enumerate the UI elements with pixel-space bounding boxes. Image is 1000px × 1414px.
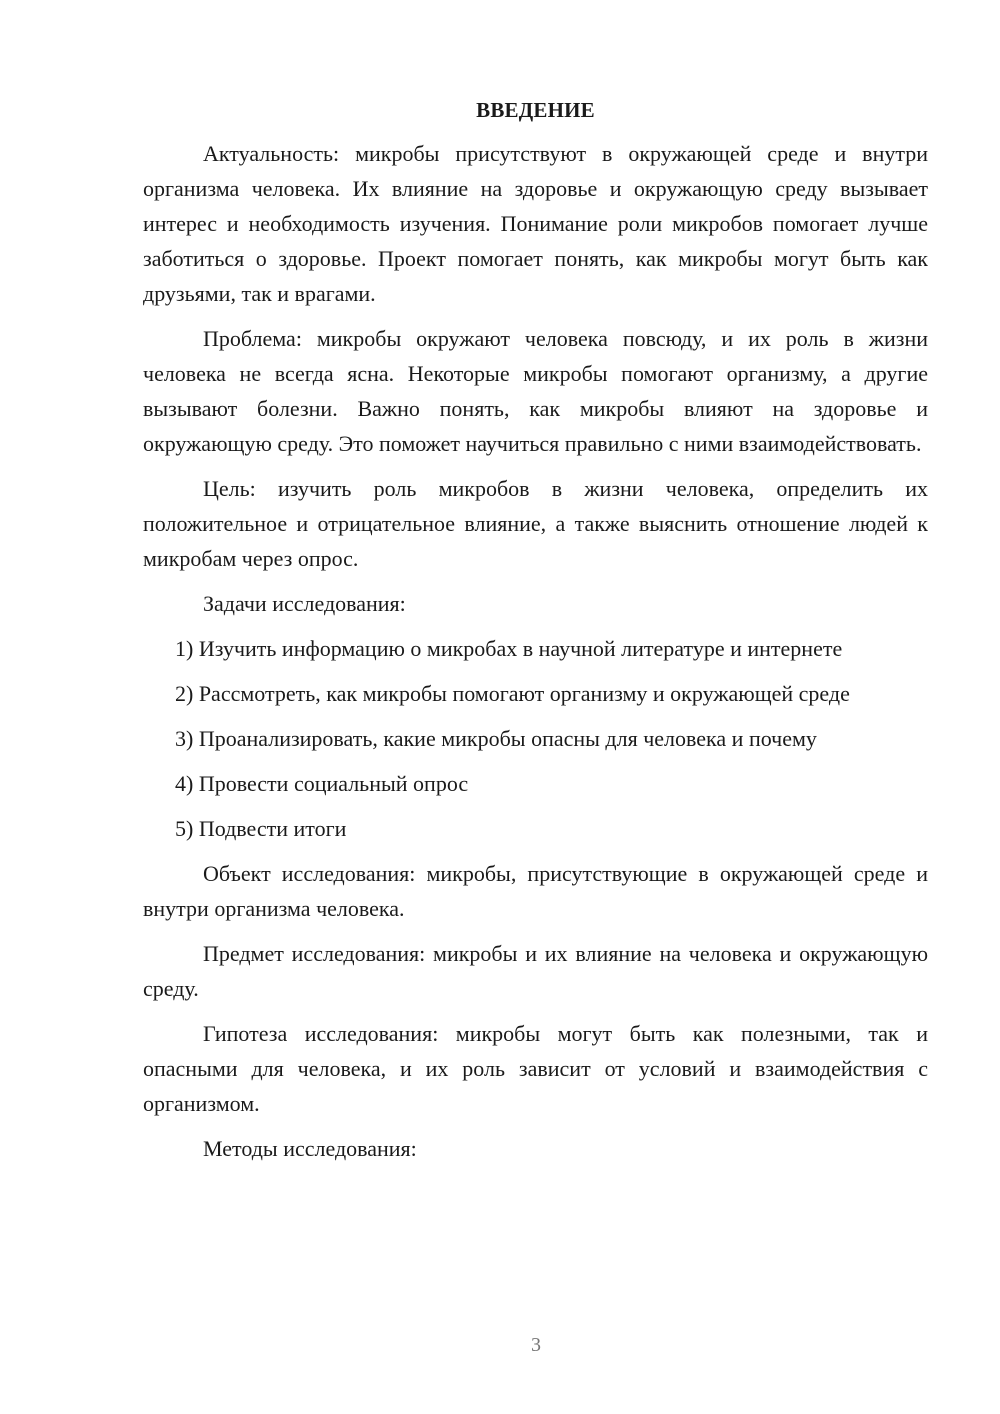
problem-paragraph: Проблема: микробы окружают человека повсюду, и их роль в жизни человека не всегда ясна. Некоторые микробы помогают организму, а другие вызывают болезни. Важно понять, как микробы влияют на здоровье и окружающую среду. Это поможет научиться правильно с ними взаимодействовать.	[143, 326, 928, 456]
section-title: ВВЕДЕНИЕ	[476, 98, 595, 122]
goal-paragraph: Цель: изучить роль микробов в жизни человека, определить их положительное и отрицательное влияние, а также выяснить отношение людей к микробам через опрос.	[143, 476, 928, 571]
document-page	[143, 96, 928, 1166]
task-item-5: 5) Подвести итоги	[175, 816, 347, 841]
task-item-3: 3) Проанализировать, какие микробы опасны для человека и почему	[175, 726, 817, 751]
subject-paragraph: Предмет исследования: микробы и их влияние на человека и окружающую среду.	[143, 941, 928, 1001]
task-item-2: 2) Рассмотреть, как микробы помогают организму и окружающей среде	[175, 681, 850, 706]
tasks-heading: Задачи исследования:	[203, 591, 406, 616]
task-item-4: 4) Провести социальный опрос	[175, 771, 469, 796]
methods-heading: Методы исследования:	[203, 1136, 417, 1161]
hypothesis-paragraph: Гипотеза исследования: микробы могут быть как полезными, так и опасными для человека, и их роль зависит от условий и взаимодействия с организмом.	[143, 1021, 928, 1116]
page-number: 3	[531, 1334, 541, 1356]
relevance-paragraph: Актуальность: микробы присутствуют в окружающей среде и внутри организма человека. Их влияние на здоровье и окружающую среду вызывает интерес и необходимость изучения. Понимание роли микробов помогает лучше заботиться о здоровье. Проект помогает понять, как микробы могут быть как друзьями, так и врагами.	[143, 141, 928, 306]
task-item-1: 1) Изучить информацию о микробах в научной литературе и интернете	[175, 636, 843, 661]
object-paragraph: Объект исследования: микробы, присутствующие в окружающей среде и внутри организма человека.	[143, 861, 928, 921]
